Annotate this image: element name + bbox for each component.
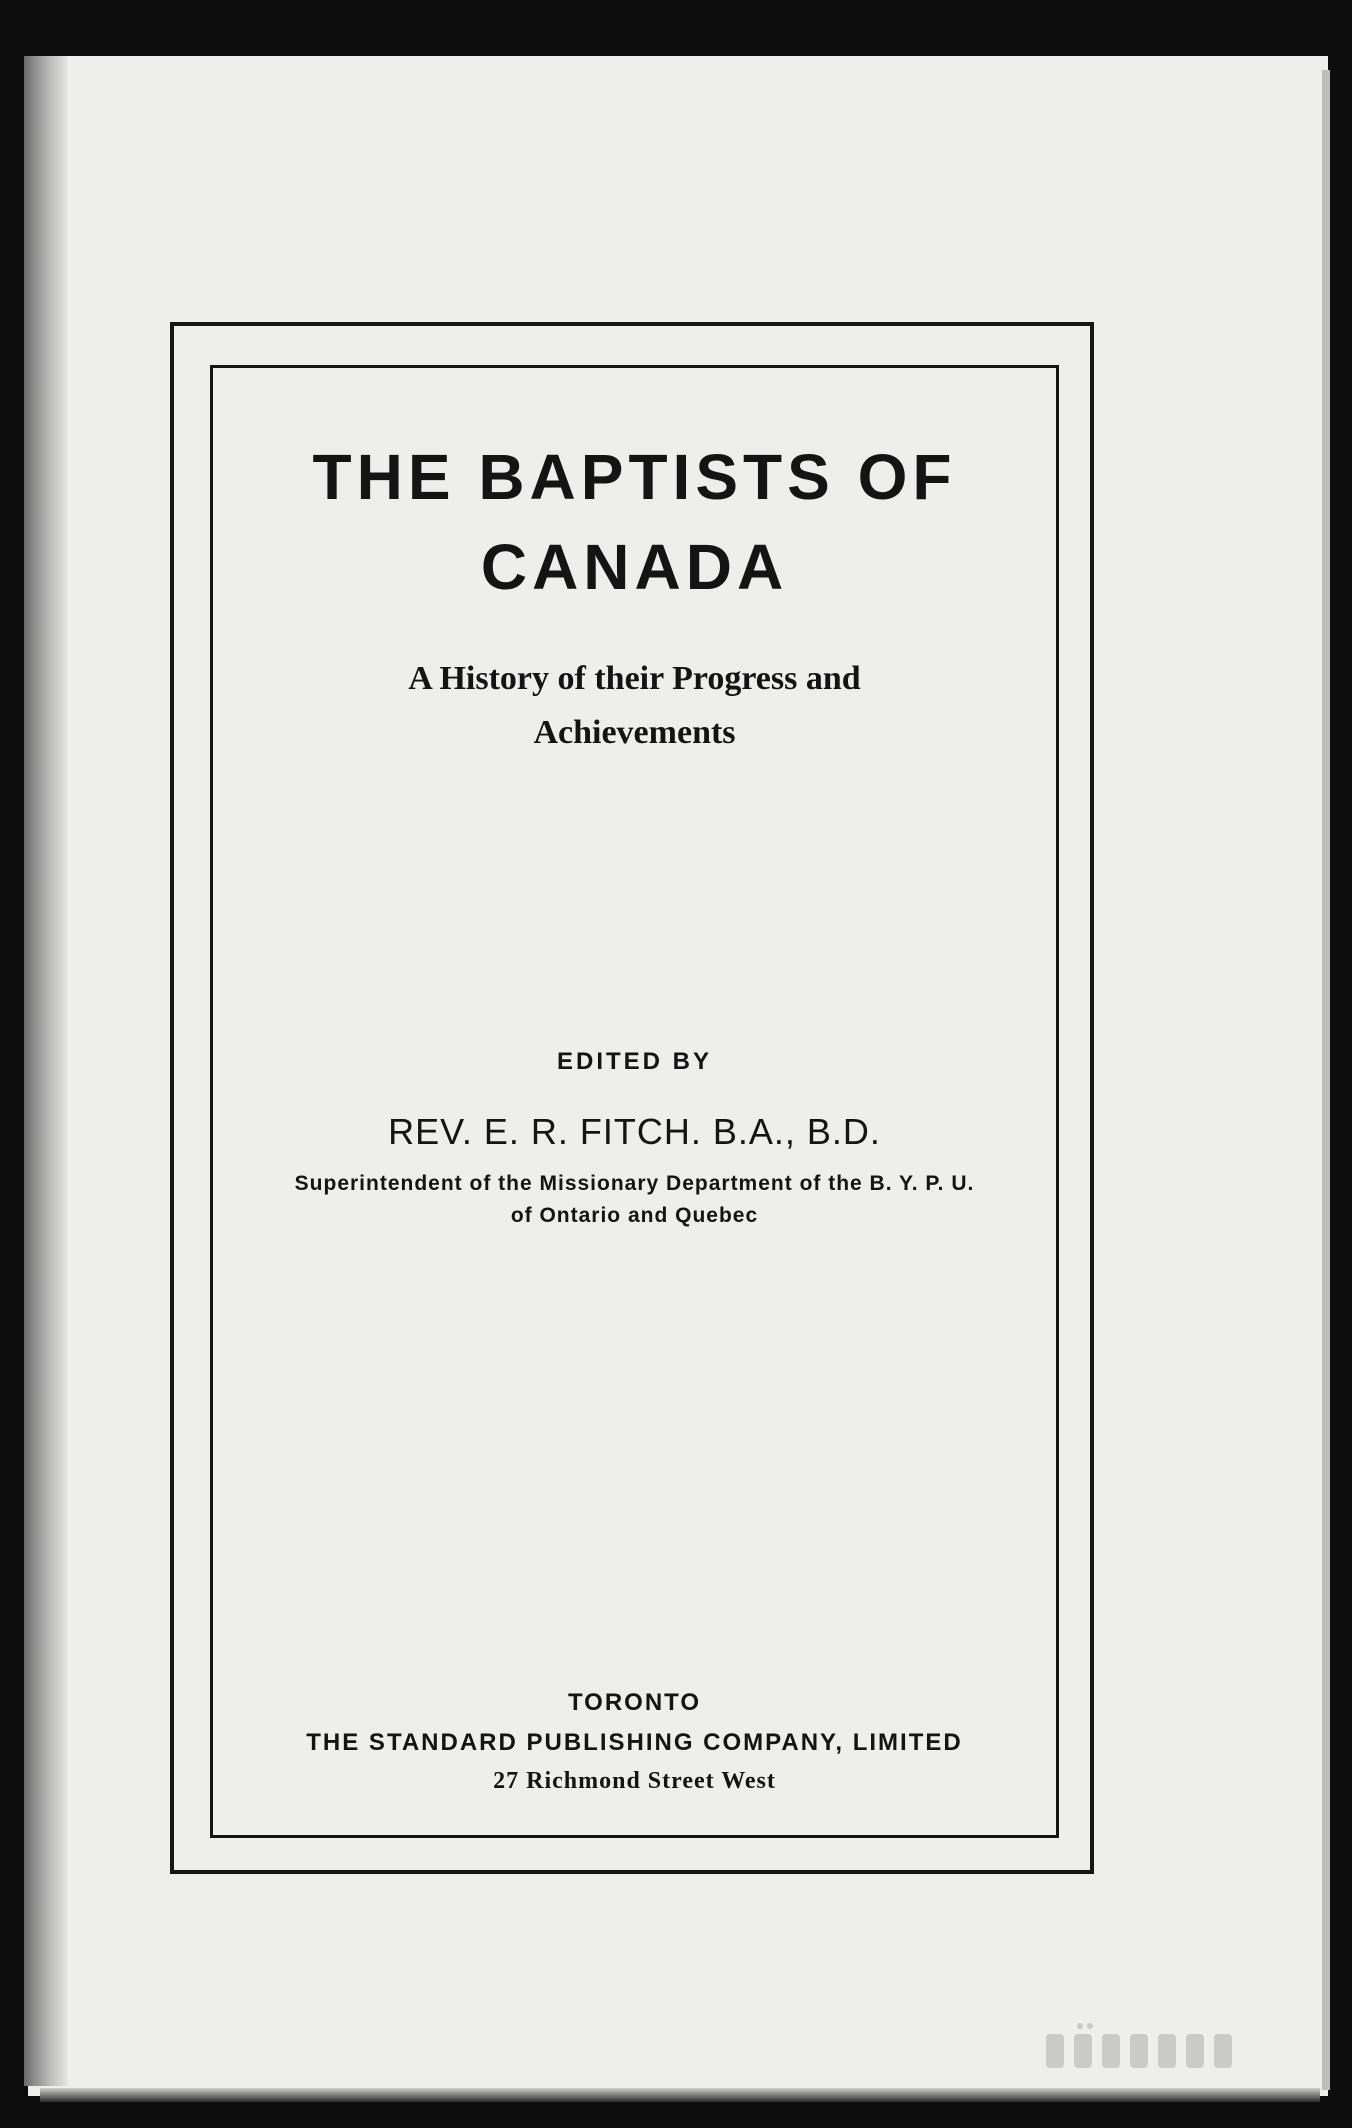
editor-role-line-2: of Ontario and Quebec (510, 1204, 759, 1227)
book-spine-edge (24, 56, 68, 2086)
book-title-line-2: CANADA (480, 531, 789, 603)
book-title-line-1: THE BAPTISTS OF (312, 441, 957, 513)
imprint-address: 27 Richmond Street West (493, 1768, 776, 1794)
editor-name: REV. E. R. FITCH. B.A., B.D. (388, 1111, 881, 1152)
book-title (210, 432, 1059, 612)
editor-role (210, 1168, 1059, 1232)
imprint-city: TORONTO (567, 1689, 702, 1716)
page-right-edge (1322, 70, 1330, 2090)
book-subtitle-line-1: A History of their Progress and (408, 660, 861, 697)
page-bottom-shadow (40, 2088, 1320, 2102)
imprint-publisher: THE STANDARD PUBLISHING COMPANY, LIMITED (306, 1729, 963, 1756)
editor-role-line-1: Superintendent of the Missionary Department of the B. Y. P. U. (294, 1172, 975, 1195)
faded-library-stamp (1040, 2020, 1280, 2080)
edited-by-label: EDITED BY (556, 1048, 712, 1075)
book-subtitle (210, 652, 1059, 760)
book-subtitle-line-2: Achievements (533, 714, 736, 751)
